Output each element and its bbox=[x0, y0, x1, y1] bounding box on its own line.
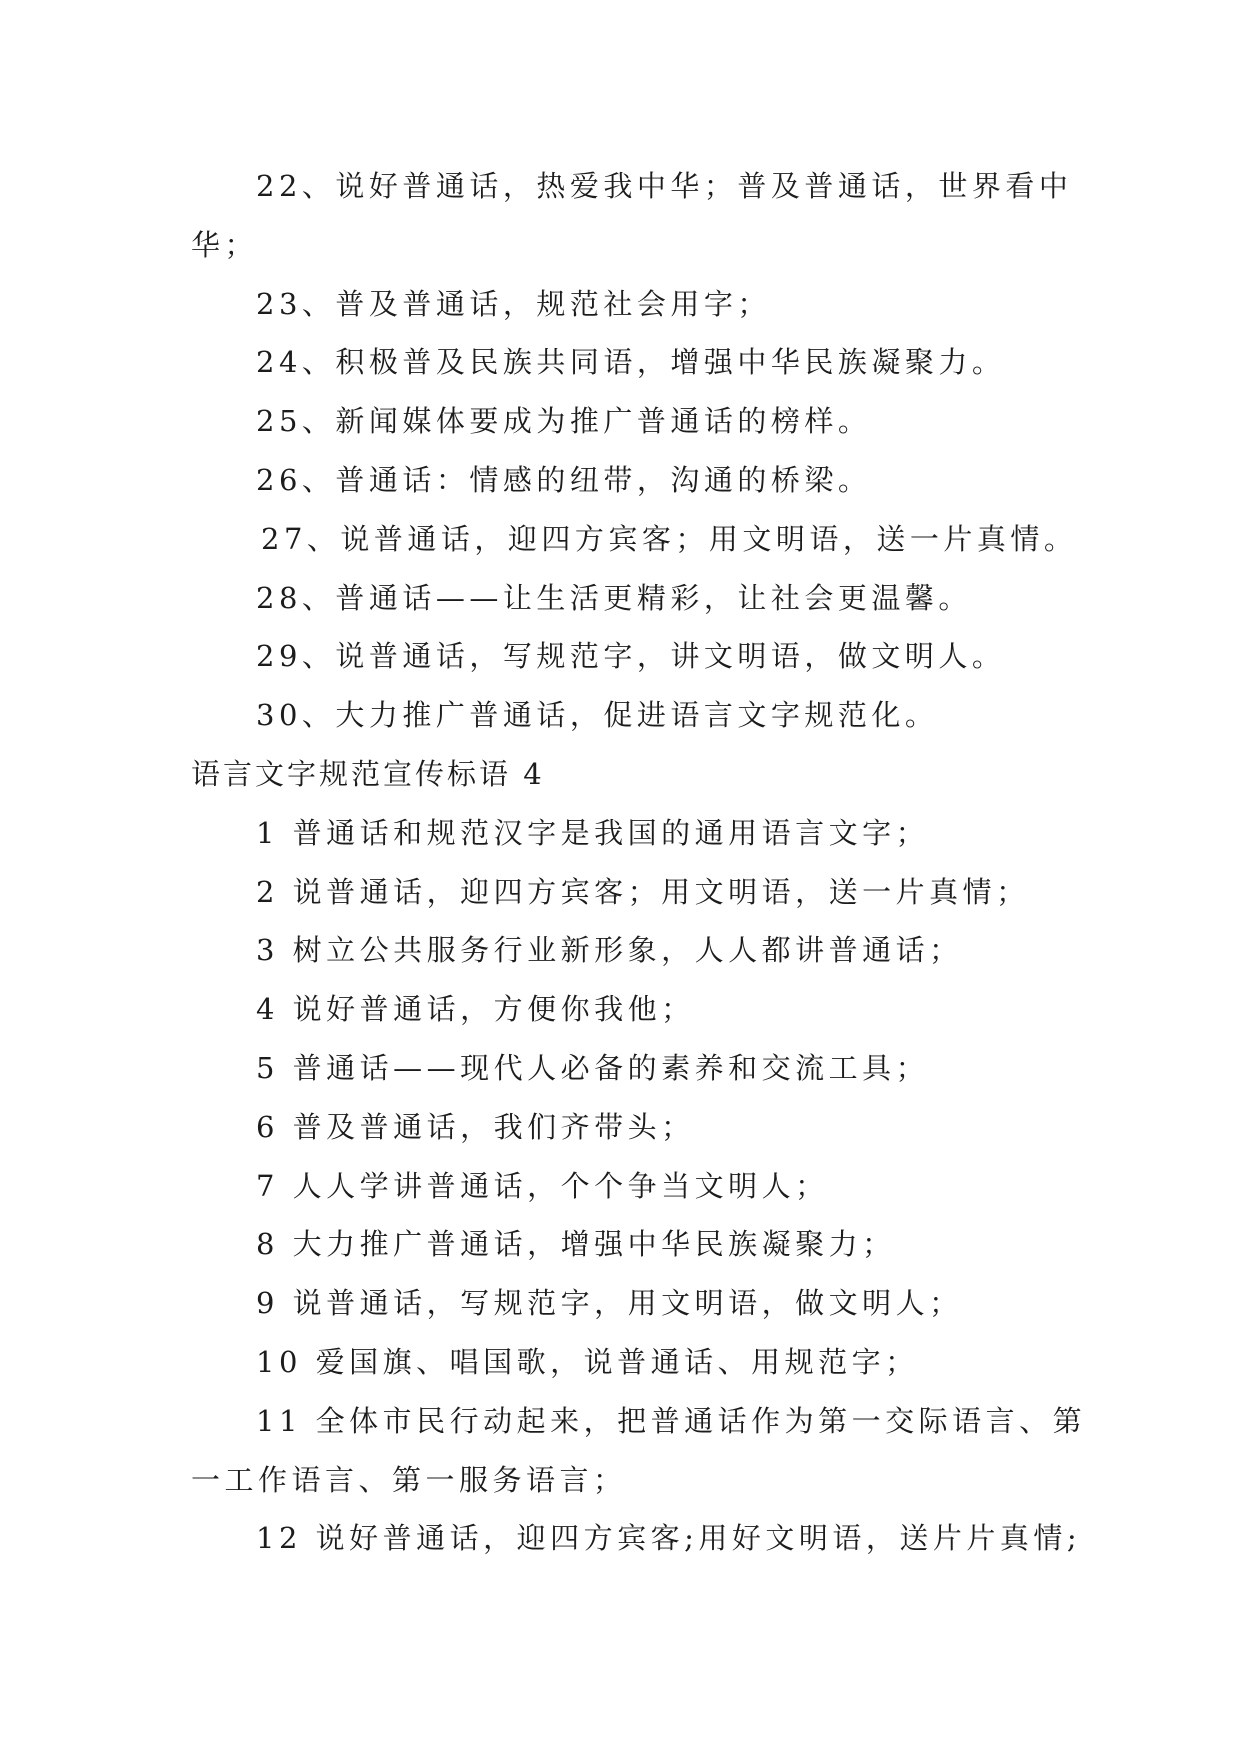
slogan-item: 3 树立公共服务行业新形象，人人都讲普通话； bbox=[256, 933, 963, 968]
slogan-item: 26、普通话：情感的纽带，沟通的桥梁。 bbox=[256, 462, 872, 497]
slogan-list-a bbox=[0, 157, 1241, 745]
slogan-item: 25、新闻媒体要成为推广普通话的榜样。 bbox=[256, 404, 872, 439]
slogan-item: 1 普通话和规范汉字是我国的通用语言文字； bbox=[256, 815, 930, 850]
slogan-line: 22、说好普通话，热爱我中华；普及普通话，世界看中 bbox=[256, 169, 1073, 203]
slogan-item: 23、普及普通话，规范社会用字； bbox=[256, 286, 771, 321]
slogan-item: 2 说普通话，迎四方宾客；用文明语，送一片真情； bbox=[256, 874, 1030, 909]
slogan-item: 5 普通话——现代人必备的素养和交流工具； bbox=[256, 1050, 930, 1085]
slogan-item: 6 普及普通话，我们齐带头； bbox=[256, 1109, 695, 1144]
slogan-item: 7 人人学讲普通话，个个争当文明人； bbox=[256, 1168, 829, 1203]
slogan-item bbox=[0, 157, 1241, 275]
slogan-line-continuation: 一工作语言、第一服务语言； bbox=[191, 1462, 627, 1497]
slogan-item: 30、大力推广普通话，促进语言文字规范化。 bbox=[256, 698, 939, 733]
slogan-item bbox=[0, 1392, 1241, 1510]
slogan-item: 9 说普通话，写规范字，用文明语，做文明人； bbox=[256, 1286, 963, 1321]
slogan-line: 11 全体市民行动起来，把普通话作为第一交际语言、第 bbox=[256, 1403, 1087, 1438]
slogan-item: 28、普通话——让生活更精彩，让社会更温馨。 bbox=[256, 580, 972, 615]
slogan-section-b bbox=[0, 745, 1241, 1568]
slogan-item: 4 说好普通话，方便你我他； bbox=[256, 992, 695, 1027]
slogan-line-continuation: 华； bbox=[191, 227, 259, 262]
slogan-item: 24、积极普及民族共同语，增强中华民族凝聚力。 bbox=[256, 345, 1006, 380]
slogan-item: 10 爱国旗、唱国歌，说普通话、用规范字； bbox=[256, 1344, 919, 1379]
slogan-item: 12 说好普通话，迎四方宾客;用好文明语，送片片真情; bbox=[256, 1521, 1082, 1556]
slogan-item: 27、说普通话，迎四方宾客；用文明语，送一片真情。 bbox=[261, 521, 1078, 556]
section-heading: 语言文字规范宣传标语 4 bbox=[191, 756, 545, 791]
slogan-item: 8 大力推广普通话，增强中华民族凝聚力； bbox=[256, 1227, 896, 1262]
slogan-item: 29、说普通话，写规范字，讲文明语，做文明人。 bbox=[256, 639, 1006, 674]
